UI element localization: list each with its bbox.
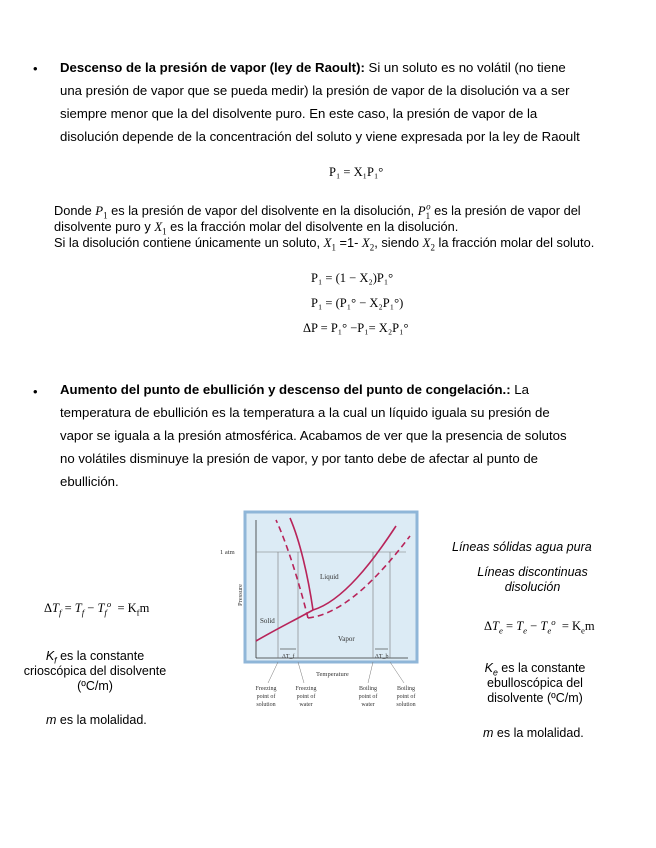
one-atm-label: 1 atm [220, 549, 235, 556]
label-bp-water-2: point of [358, 694, 378, 700]
bullet-2: • [33, 384, 38, 399]
section2-heading: Aumento del punto de ebullición y descenso del punto de congelación.: [60, 382, 511, 397]
bullet-1: • [33, 61, 38, 76]
label-ff-water-1: Freezing [295, 686, 317, 692]
kf-note: $K_f$ es la constante crioscópica del disolvente (ºC/m) [23, 649, 167, 693]
phase-diagram [218, 506, 430, 718]
label-bp-solution-1: Boiling [396, 686, 416, 692]
freezing-point-equation: $\Delta T_f = T_f - T_f^o = K_fm$ [44, 598, 150, 618]
label-ff-solution-3: solution [256, 702, 276, 708]
section2-paragraph: Aumento del punto de ebullición y descenso del punto de congelación.: La temperatura de ebullición es la temperatura a la cual un líquido iguala su presión de vapor se iguala a la presión atmosférica. Acabamos de ver que la presencia de solutos no volátiles disminuye la presión de vapor, y por tanto debe de afectar al punto de ebullición. [60, 382, 567, 489]
ke-note: $K_e$ es la constante ebulloscópica del disolvente (ºC/m) [484, 661, 586, 705]
solid-label: Solid [260, 617, 275, 625]
dtb-label: ΔT_b [375, 654, 389, 660]
label-ff-solution-1: Freezing [255, 686, 277, 692]
liquid-label: Liquid [320, 573, 339, 581]
equation-2: P₁ = (P₁° − X₂P₁°) [311, 296, 404, 310]
label-ff-water-3: water [299, 702, 313, 708]
dashed-lines-note: Líneas discontinuas disolución [477, 565, 588, 594]
leader-1 [268, 662, 278, 683]
raoult-equation: P₁ = X₁P₁° [329, 165, 384, 179]
section1-explanation: Donde $P_1$ es la presión de vapor del disolvente en la disolución, $P_1^o$ es la presión de vapor del disolvente puro y $X_1$ es la fracción molar del disolvente en la disolución. Si la disolución contiene únicamente un soluto, $X_1 =1-$ $X_2$, siendo $X_2$ la fracción molar del soluto. [54, 201, 595, 253]
label-ff-solution-2: point of [256, 694, 276, 700]
pressure-label: Pressure [237, 583, 244, 606]
molality-note-right: m es la molalidad. [483, 726, 584, 740]
label-bp-solution-2: point of [396, 694, 416, 700]
molality-note-left: m es la molalidad. [46, 713, 147, 727]
label-bp-solution-3: solution [396, 702, 416, 708]
leader-2 [298, 662, 304, 683]
label-bp-water-1: Boiling [358, 686, 378, 692]
label-bp-water-3: water [361, 702, 375, 708]
section1-paragraph: Descenso de la presión de vapor (ley de Raoult): Si un soluto es no volátil (no tiene una presión de vapor que se pueda medir) la presión de vapor de la disolución va a ser siempre menor que la del disolvente puro. En este caso, la presión de vapor de la disolución depende de la concentración del soluto y viene expresada por la ley de Raoult [60, 60, 580, 144]
leader-4 [390, 662, 404, 683]
section1-heading: Descenso de la presión de vapor (ley de Raoult): [60, 60, 365, 75]
boiling-point-equation: $\Delta T_e = T_e - T_e^o = K_em$ [484, 616, 595, 636]
equation-1: P₁ = (1 − X₂)P₁° [311, 271, 394, 285]
leader-3 [368, 662, 373, 683]
vapor-label: Vapor [338, 635, 355, 643]
solid-lines-note: Líneas sólidas agua pura [452, 540, 592, 554]
equation-3: ΔP = P₁° −P₁= X₂P₁° [303, 321, 409, 335]
label-ff-water-2: point of [296, 694, 316, 700]
dtf-label: ΔT_f [282, 654, 295, 660]
temperature-label: Temperature [316, 671, 349, 678]
